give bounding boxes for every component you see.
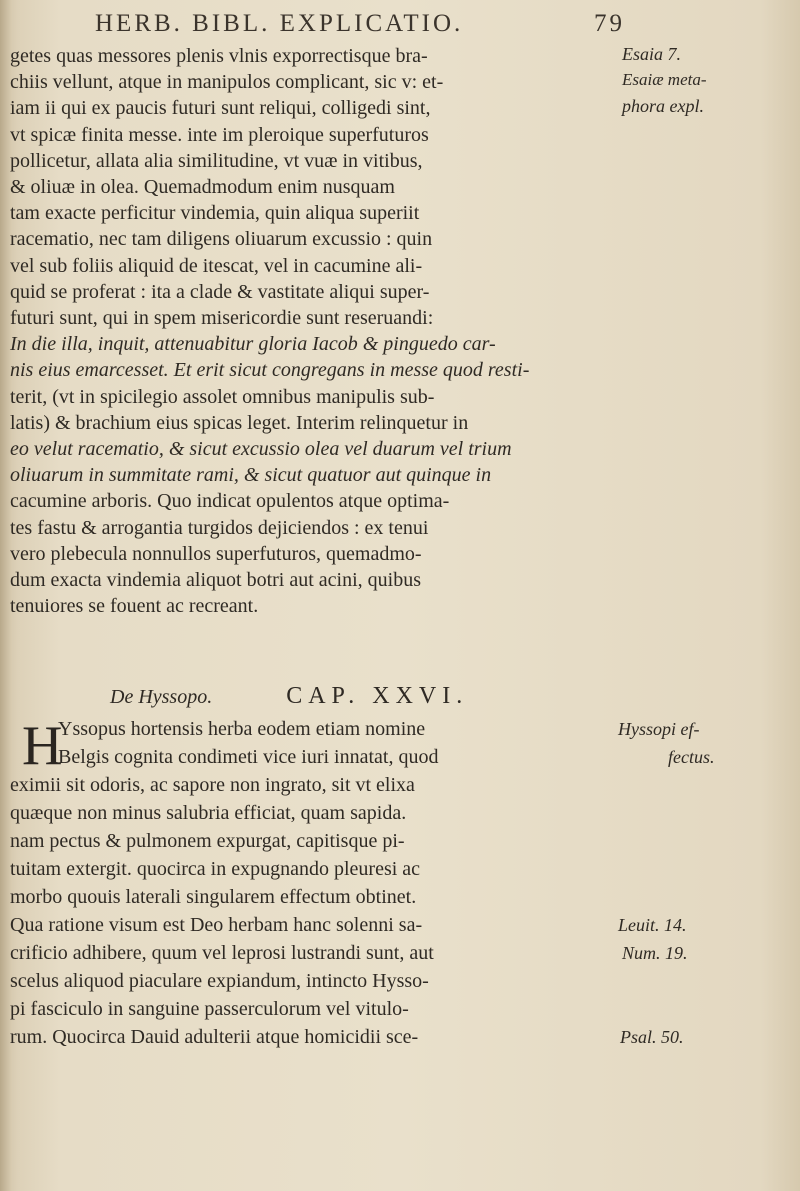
text-line: In die illa, inquit, attenuabitur gloria Iacob & pinguedo car-	[10, 333, 496, 356]
text-line: vero plebecula nonnullos superfuturos, quemadmo-	[10, 542, 422, 565]
text-line: & oliuæ in olea. Quemadmodum enim nusquam	[10, 176, 395, 199]
chapter-subtitle: De Hyssopo.	[110, 686, 213, 708]
text-line: quæque non minus salubria efficiat, quam sapida.	[10, 802, 407, 824]
text-line: terit, (vt in spicilegio assolet omnibus manipulis sub-	[10, 385, 435, 408]
text-line: tenuiores se fouent ac recreant.	[10, 595, 259, 618]
text-line: futuri sunt, qui in spem misericordie sunt reseruandi:	[10, 307, 434, 330]
text-line: vel sub foliis aliquid de itescat, vel in cacumine ali-	[10, 254, 423, 277]
margin-note: Esaiæ meta-	[622, 70, 707, 89]
running-title: HERB. BIBL. EXPLICATIO.	[95, 10, 464, 37]
margin-note: Hyssopi ef-	[618, 719, 700, 739]
chapter-heading	[110, 683, 610, 710]
chapter-body-text	[10, 715, 620, 1051]
text-line: tuitam extergit. quocirca in expugnando pleuresi ac	[10, 858, 421, 880]
text-line: Qua ratione visum est Deo herbam hanc solenni sa-	[10, 914, 423, 936]
running-head	[95, 10, 655, 38]
margin-note: phora expl.	[622, 96, 704, 116]
text-line: quid se proferat : ita a clade & vastitate aliqui super-	[10, 280, 430, 303]
text-line: nam pectus & pulmonem expurgat, capitisque pi-	[10, 830, 405, 852]
text-line: tes fastu & arrogantia turgidos dejiciendos : ex tenui	[10, 516, 429, 539]
margin-note: Esaia 7.	[622, 44, 682, 64]
text-line: morbo quouis laterali singularem effectum obtinet.	[10, 886, 417, 908]
text-line: vt spicæ finita messe. inte im pleroique superfuturos	[10, 123, 429, 146]
margin-note: Psal. 50.	[620, 1027, 684, 1047]
text-line: iam ii qui ex paucis futuri sunt reliqui, colligedi sint,	[10, 97, 431, 120]
text-line: Belgis cognita condimeti vice iuri innatat, quod	[58, 746, 439, 768]
text-line: crificio adhibere, quum vel leprosi lustrandi sunt, aut	[10, 942, 434, 964]
margin-note: fectus.	[668, 747, 715, 767]
drop-capital: H	[22, 715, 63, 777]
margin-note: Num. 19.	[622, 943, 688, 963]
text-line: pollicetur, allata alia similitudine, vt vuæ in vitibus,	[10, 149, 423, 172]
chapter-number: CAP. XXVI.	[286, 683, 469, 709]
text-line: latis) & brachium eius spicas leget. Interim relinquetur in	[10, 411, 469, 434]
text-line: eximii sit odoris, ac sapore non ingrato, sit vt elixa	[10, 774, 415, 796]
text-line: oliuarum in summitate rami, & sicut quatuor aut quinque in	[10, 464, 492, 487]
text-line: tam exacte perficitur vindemia, quin aliqua superiit	[10, 202, 420, 225]
text-line: eo velut racematio, & sicut excussio olea vel duarum vel trium	[10, 438, 512, 461]
text-line: Yssopus hortensis herba eodem etiam nomine	[58, 718, 426, 740]
text-line: nis eius emarcesset. Et erit sicut congregans in messe quod resti-	[10, 359, 530, 382]
text-line: scelus aliquod piaculare expiandum, intincto Hysso-	[10, 970, 429, 992]
text-line: chiis vellunt, atque in manipulos complicant, sic v: et-	[10, 71, 444, 94]
text-line: racematio, nec tam diligens oliuarum excussio : quin	[10, 228, 433, 251]
page-number: 79	[594, 10, 625, 37]
text-line: getes quas messores plenis vlnis exporrectisque bra-	[10, 45, 428, 67]
text-line: rum. Quocirca Dauid adulterii atque homicidii sce-	[10, 1026, 419, 1048]
text-line: pi fasciculo in sanguine passerculorum vel vitulo-	[10, 998, 409, 1020]
margin-note: Leuit. 14.	[618, 915, 687, 935]
text-line: dum exacta vindemia aliquot botri aut acini, quibus	[10, 569, 422, 592]
body-text	[10, 43, 620, 619]
text-line: cacumine arboris. Quo indicat opulentos atque optima-	[10, 490, 450, 513]
